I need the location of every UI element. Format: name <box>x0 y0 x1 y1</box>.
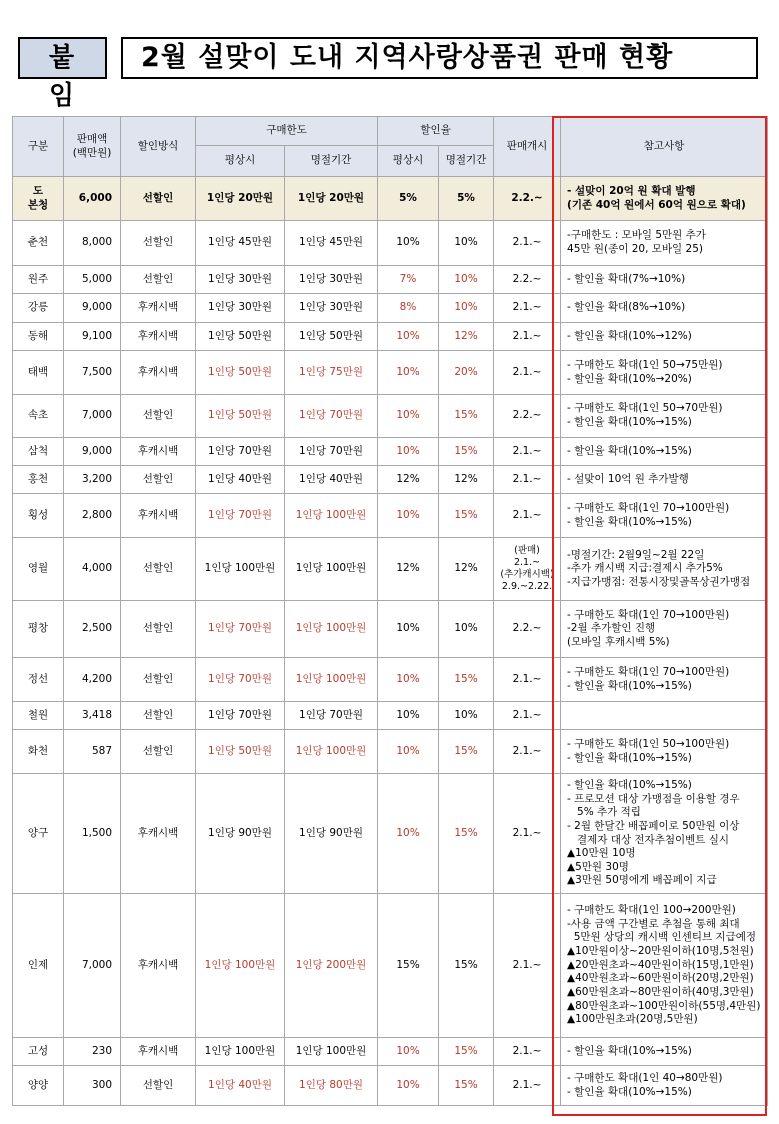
cell-rate-holiday: 10% <box>439 294 494 323</box>
cell-region: 철원 <box>13 702 64 730</box>
cell-rate-normal: 15% <box>378 894 439 1038</box>
cell-rate-normal: 10% <box>378 395 439 438</box>
note-line: -추가 캐시백 지급:결제시 추가5% <box>567 562 723 575</box>
cell-rate-holiday: 15% <box>439 1066 494 1106</box>
note-line: - 2월 한달간 배꼽페이로 50만원 이상 <box>567 819 740 832</box>
cell-rate-holiday: 15% <box>439 494 494 538</box>
cell-notes <box>561 266 768 294</box>
cell-method: 선할인 <box>121 177 196 221</box>
note-line: -지급가맹점: 전통시장및골목상권가맹점 <box>567 575 751 588</box>
note-line: - 할인율 확대(10%→12%) <box>567 329 692 342</box>
attachment-tag: 붙 임 <box>18 37 107 79</box>
cell-method: 선할인 <box>121 658 196 702</box>
cell-rate-holiday: 15% <box>439 774 494 894</box>
table-row <box>13 395 768 438</box>
cell-rate-normal: 12% <box>378 466 439 494</box>
cell-limit-holiday: 1인당 90만원 <box>285 774 378 894</box>
cell-rate-normal: 10% <box>378 494 439 538</box>
cell-start: 2.1.~ <box>494 294 561 323</box>
cell-notes <box>561 294 768 323</box>
cell-rate-holiday: 10% <box>439 266 494 294</box>
cell-start: 2.1.~ <box>494 894 561 1038</box>
cell-method: 선할인 <box>121 266 196 294</box>
cell-sales: 9,100 <box>64 323 121 351</box>
note-line: 5만원 상당의 캐시백 인센티브 지급예정 <box>567 931 757 944</box>
table-row <box>13 494 768 538</box>
col-rate-holiday: 명절기간 <box>439 146 494 177</box>
cell-notes <box>561 730 768 774</box>
cell-sales: 4,000 <box>64 538 121 601</box>
cell-notes <box>561 438 768 466</box>
cell-rate-normal: 12% <box>378 538 439 601</box>
cell-limit-normal: 1인당 30만원 <box>196 266 285 294</box>
cell-notes <box>561 221 768 266</box>
table-row <box>13 774 768 894</box>
cell-region: 영월 <box>13 538 64 601</box>
cell-limit-normal: 1인당 100만원 <box>196 1038 285 1066</box>
cell-limit-normal: 1인당 100만원 <box>196 894 285 1038</box>
cell-limit-holiday: 1인당 100만원 <box>285 730 378 774</box>
cell-rate-holiday: 15% <box>439 658 494 702</box>
cell-sales: 5,000 <box>64 266 121 294</box>
table-row <box>13 1038 768 1066</box>
cell-start: 2.2.~ <box>494 177 561 221</box>
cell-region: 도 본청 <box>13 177 64 221</box>
table-row <box>13 538 768 601</box>
cell-notes <box>561 351 768 395</box>
table-row <box>13 730 768 774</box>
note-line: - 구매한도 확대(1인 50→75만원) <box>567 358 723 371</box>
col-start: 판매개시 <box>494 117 561 177</box>
cell-limit-holiday: 1인당 50만원 <box>285 323 378 351</box>
note-line: ▲40만원초과~60만원이하(20명,2만원) <box>567 972 754 985</box>
col-region: 구분 <box>13 117 64 177</box>
note-line: - 할인율 확대(10%→15%) <box>567 1085 692 1098</box>
cell-notes <box>561 395 768 438</box>
cell-rate-normal: 10% <box>378 658 439 702</box>
cell-sales: 230 <box>64 1038 121 1066</box>
cell-notes <box>561 601 768 658</box>
cell-rate-normal: 10% <box>378 774 439 894</box>
cell-method: 선할인 <box>121 395 196 438</box>
cell-limit-normal: 1인당 30만원 <box>196 294 285 323</box>
note-line: - 구매한도 확대(1인 40→80만원) <box>567 1071 723 1084</box>
note-line: - 할인율 확대(10%→15%) <box>567 1044 692 1057</box>
cell-sales: 2,500 <box>64 601 121 658</box>
header <box>18 37 758 111</box>
cell-rate-normal: 8% <box>378 294 439 323</box>
cell-limit-normal: 1인당 70만원 <box>196 658 285 702</box>
cell-rate-holiday: 10% <box>439 221 494 266</box>
col-sales: 판매액 (백만원) <box>64 117 121 177</box>
cell-rate-holiday: 15% <box>439 1038 494 1066</box>
note-line: ▲10만원 10명 <box>567 847 636 860</box>
note-line: - 할인율 확대(7%→10%) <box>567 272 686 285</box>
cell-region: 삼척 <box>13 438 64 466</box>
cell-rate-holiday: 5% <box>439 177 494 221</box>
cell-start: 2.2.~ <box>494 266 561 294</box>
cell-rate-normal: 10% <box>378 438 439 466</box>
table-row <box>13 221 768 266</box>
cell-start: 2.1.~ <box>494 466 561 494</box>
cell-start: 2.1.~ <box>494 221 561 266</box>
note-line: - 구매한도 확대(1인 100→200만원) <box>567 904 736 917</box>
cell-region: 정선 <box>13 658 64 702</box>
col-method: 할인방식 <box>121 117 196 177</box>
cell-rate-normal: 10% <box>378 1066 439 1106</box>
cell-sales: 3,200 <box>64 466 121 494</box>
note-line: - 프로모션 대상 가맹점을 이용할 경우 <box>567 792 740 805</box>
cell-method: 선할인 <box>121 466 196 494</box>
note-line: - 구매한도 확대(1인 70→100만원) <box>567 608 730 621</box>
cell-notes <box>561 894 768 1038</box>
cell-rate-holiday: 15% <box>439 730 494 774</box>
cell-limit-holiday: 1인당 70만원 <box>285 438 378 466</box>
cell-region: 동해 <box>13 323 64 351</box>
note-line: - 할인율 확대(10%→20%) <box>567 372 692 385</box>
cell-start: 2.1.~ <box>494 323 561 351</box>
cell-method: 선할인 <box>121 730 196 774</box>
note-line: 5% 추가 적립 <box>567 806 641 819</box>
cell-notes <box>561 658 768 702</box>
cell-rate-holiday: 15% <box>439 395 494 438</box>
cell-rate-normal: 5% <box>378 177 439 221</box>
cell-limit-normal: 1인당 50만원 <box>196 323 285 351</box>
cell-limit-holiday: 1인당 30만원 <box>285 294 378 323</box>
cell-method: 선할인 <box>121 601 196 658</box>
cell-notes <box>561 702 768 730</box>
cell-limit-normal: 1인당 50만원 <box>196 351 285 395</box>
col-rate-normal: 평상시 <box>378 146 439 177</box>
note-line: - 할인율 확대(10%→15%) <box>567 751 692 764</box>
table-row <box>13 601 768 658</box>
note-line: ▲5만원 30명 <box>567 860 629 873</box>
cell-notes <box>561 177 768 221</box>
note-line: - 할인율 확대(10%→15%) <box>567 515 692 528</box>
cell-rate-holiday: 12% <box>439 538 494 601</box>
table-row <box>13 1066 768 1106</box>
note-line: -명절기간: 2월9일~2월 22일 <box>567 548 705 561</box>
cell-start: 2.1.~ <box>494 658 561 702</box>
note-line: ▲60만원초과~80만원이하(40명,3만원) <box>567 985 754 998</box>
cell-sales: 2,800 <box>64 494 121 538</box>
cell-limit-normal: 1인당 70만원 <box>196 494 285 538</box>
cell-limit-holiday: 1인당 20만원 <box>285 177 378 221</box>
cell-sales: 1,500 <box>64 774 121 894</box>
cell-limit-holiday: 1인당 100만원 <box>285 601 378 658</box>
note-line: - 할인율 확대(10%→15%) <box>567 778 692 791</box>
cell-sales: 8,000 <box>64 221 121 266</box>
col-limit-holiday: 명절기간 <box>285 146 378 177</box>
cell-rate-normal: 10% <box>378 1038 439 1066</box>
cell-rate-holiday: 10% <box>439 601 494 658</box>
note-line: - 구매한도 확대(1인 50→100만원) <box>567 737 730 750</box>
note-line: ▲100만원초과(20명,5만원) <box>567 1013 698 1026</box>
cell-notes <box>561 774 768 894</box>
note-line: - 설맞이 10억 원 추가발행 <box>567 472 689 485</box>
cell-method: 후캐시백 <box>121 294 196 323</box>
cell-method: 후캐시백 <box>121 894 196 1038</box>
note-line: - 구매한도 확대(1인 70→100만원) <box>567 501 730 514</box>
cell-start: 2.2.~ <box>494 601 561 658</box>
note-line: - 할인율 확대(8%→10%) <box>567 301 686 314</box>
cell-rate-normal: 7% <box>378 266 439 294</box>
page-title: 2월 설맞이 도내 지역사랑상품권 판매 현황 <box>121 37 758 79</box>
cell-rate-holiday: 15% <box>439 438 494 466</box>
cell-limit-normal: 1인당 70만원 <box>196 702 285 730</box>
cell-sales: 9,000 <box>64 294 121 323</box>
note-line: - 할인율 확대(10%→15%) <box>567 444 692 457</box>
cell-start: 2.1.~ <box>494 494 561 538</box>
cell-region: 고성 <box>13 1038 64 1066</box>
cell-region: 화천 <box>13 730 64 774</box>
table-row <box>13 658 768 702</box>
cell-method: 후캐시백 <box>121 1038 196 1066</box>
cell-sales: 7,500 <box>64 351 121 395</box>
cell-sales: 6,000 <box>64 177 121 221</box>
cell-sales: 587 <box>64 730 121 774</box>
cell-start: (판매) 2.1.~ (추가캐시백) 2.9.~2.22. <box>494 538 561 601</box>
cell-region: 양양 <box>13 1066 64 1106</box>
cell-start: 2.1.~ <box>494 1038 561 1066</box>
table-row <box>13 351 768 395</box>
cell-method: 후캐시백 <box>121 351 196 395</box>
table-row <box>13 466 768 494</box>
cell-sales: 7,000 <box>64 894 121 1038</box>
cell-method: 선할인 <box>121 538 196 601</box>
cell-rate-normal: 10% <box>378 351 439 395</box>
cell-start: 2.1.~ <box>494 730 561 774</box>
sales-table <box>12 116 768 1106</box>
cell-rate-holiday: 20% <box>439 351 494 395</box>
cell-notes <box>561 323 768 351</box>
note-line: (기존 40억 원에서 60억 원으로 확대) <box>567 198 746 211</box>
cell-limit-holiday: 1인당 200만원 <box>285 894 378 1038</box>
col-limit-group: 구매한도 <box>196 117 378 146</box>
cell-sales: 4,200 <box>64 658 121 702</box>
cell-limit-normal: 1인당 50만원 <box>196 730 285 774</box>
note-line: 결제자 대상 전자추첨이벤트 실시 <box>567 833 730 846</box>
cell-limit-holiday: 1인당 100만원 <box>285 494 378 538</box>
note-line: - 구매한도 확대(1인 50→70만원) <box>567 402 723 415</box>
table-row <box>13 323 768 351</box>
cell-region: 원주 <box>13 266 64 294</box>
cell-region: 강릉 <box>13 294 64 323</box>
cell-start: 2.1.~ <box>494 351 561 395</box>
cell-limit-holiday: 1인당 100만원 <box>285 658 378 702</box>
cell-limit-normal: 1인당 90만원 <box>196 774 285 894</box>
cell-notes <box>561 1038 768 1066</box>
note-line: -구매한도 : 모바일 5만원 추가 <box>567 229 706 242</box>
note-line: - 할인율 확대(10%→15%) <box>567 679 692 692</box>
cell-limit-holiday: 1인당 75만원 <box>285 351 378 395</box>
note-line: ▲80만원초과~100만원이하(55명,4만원) <box>567 999 761 1012</box>
cell-limit-normal: 1인당 40만원 <box>196 466 285 494</box>
col-rate-group: 할인율 <box>378 117 494 146</box>
cell-start: 2.1.~ <box>494 1066 561 1106</box>
cell-limit-normal: 1인당 100만원 <box>196 538 285 601</box>
table-row <box>13 294 768 323</box>
cell-limit-holiday: 1인당 70만원 <box>285 395 378 438</box>
cell-limit-holiday: 1인당 30만원 <box>285 266 378 294</box>
cell-rate-holiday: 12% <box>439 466 494 494</box>
note-line: (모바일 후캐시백 5%) <box>567 635 670 648</box>
table-row <box>13 894 768 1038</box>
cell-method: 선할인 <box>121 221 196 266</box>
cell-region: 춘천 <box>13 221 64 266</box>
cell-start: 2.1.~ <box>494 438 561 466</box>
note-line: ▲20만원초과~40만원이하(15명,1만원) <box>567 958 754 971</box>
cell-region: 양구 <box>13 774 64 894</box>
cell-limit-normal: 1인당 40만원 <box>196 1066 285 1106</box>
cell-limit-normal: 1인당 70만원 <box>196 601 285 658</box>
cell-method: 후캐시백 <box>121 494 196 538</box>
cell-region: 홍천 <box>13 466 64 494</box>
cell-start: 2.1.~ <box>494 774 561 894</box>
cell-notes <box>561 466 768 494</box>
note-line: -2월 추가할인 진행 <box>567 622 656 635</box>
cell-region: 속초 <box>13 395 64 438</box>
cell-sales: 300 <box>64 1066 121 1106</box>
table-row <box>13 177 768 221</box>
cell-limit-normal: 1인당 70만원 <box>196 438 285 466</box>
cell-start: 2.1.~ <box>494 702 561 730</box>
note-line: ▲10만원이상~20만원이하(10명,5천원) <box>567 945 754 958</box>
col-limit-normal: 평상시 <box>196 146 285 177</box>
cell-rate-normal: 10% <box>378 601 439 658</box>
note-line: - 설맞이 20억 원 확대 발행 <box>567 184 696 197</box>
cell-limit-holiday: 1인당 100만원 <box>285 1038 378 1066</box>
cell-region: 평창 <box>13 601 64 658</box>
note-line: -사용 금액 구간별로 추첨을 통해 최대 <box>567 917 740 930</box>
cell-limit-holiday: 1인당 100만원 <box>285 538 378 601</box>
cell-limit-holiday: 1인당 80만원 <box>285 1066 378 1106</box>
cell-sales: 3,418 <box>64 702 121 730</box>
cell-notes <box>561 1066 768 1106</box>
cell-limit-normal: 1인당 50만원 <box>196 395 285 438</box>
col-notes: 참고사항 <box>561 117 768 177</box>
cell-notes <box>561 494 768 538</box>
table-row <box>13 438 768 466</box>
cell-sales: 9,000 <box>64 438 121 466</box>
note-line: 45만 원(종이 20, 모바일 25) <box>567 243 703 255</box>
table-row <box>13 266 768 294</box>
cell-region: 횡성 <box>13 494 64 538</box>
cell-rate-holiday: 10% <box>439 702 494 730</box>
table-body <box>13 177 768 1106</box>
cell-region: 태백 <box>13 351 64 395</box>
cell-method: 후캐시백 <box>121 438 196 466</box>
cell-method: 후캐시백 <box>121 774 196 894</box>
table-row <box>13 702 768 730</box>
cell-method: 후캐시백 <box>121 323 196 351</box>
cell-limit-holiday: 1인당 45만원 <box>285 221 378 266</box>
cell-method: 선할인 <box>121 1066 196 1106</box>
note-line: - 할인율 확대(10%→15%) <box>567 416 692 428</box>
cell-limit-holiday: 1인당 40만원 <box>285 466 378 494</box>
cell-start: 2.2.~ <box>494 395 561 438</box>
cell-limit-normal: 1인당 45만원 <box>196 221 285 266</box>
cell-rate-normal: 10% <box>378 323 439 351</box>
cell-limit-normal: 1인당 20만원 <box>196 177 285 221</box>
cell-rate-normal: 10% <box>378 730 439 774</box>
cell-rate-normal: 10% <box>378 702 439 730</box>
cell-notes <box>561 538 768 601</box>
note-line: - 구매한도 확대(1인 70→100만원) <box>567 665 730 678</box>
cell-method: 선할인 <box>121 702 196 730</box>
cell-region: 인제 <box>13 894 64 1038</box>
cell-sales: 7,000 <box>64 395 121 438</box>
note-line: ▲3만원 50명에게 배꼽페이 지급 <box>567 874 717 887</box>
cell-rate-holiday: 12% <box>439 323 494 351</box>
cell-rate-normal: 10% <box>378 221 439 266</box>
cell-limit-holiday: 1인당 70만원 <box>285 702 378 730</box>
cell-rate-holiday: 15% <box>439 894 494 1038</box>
